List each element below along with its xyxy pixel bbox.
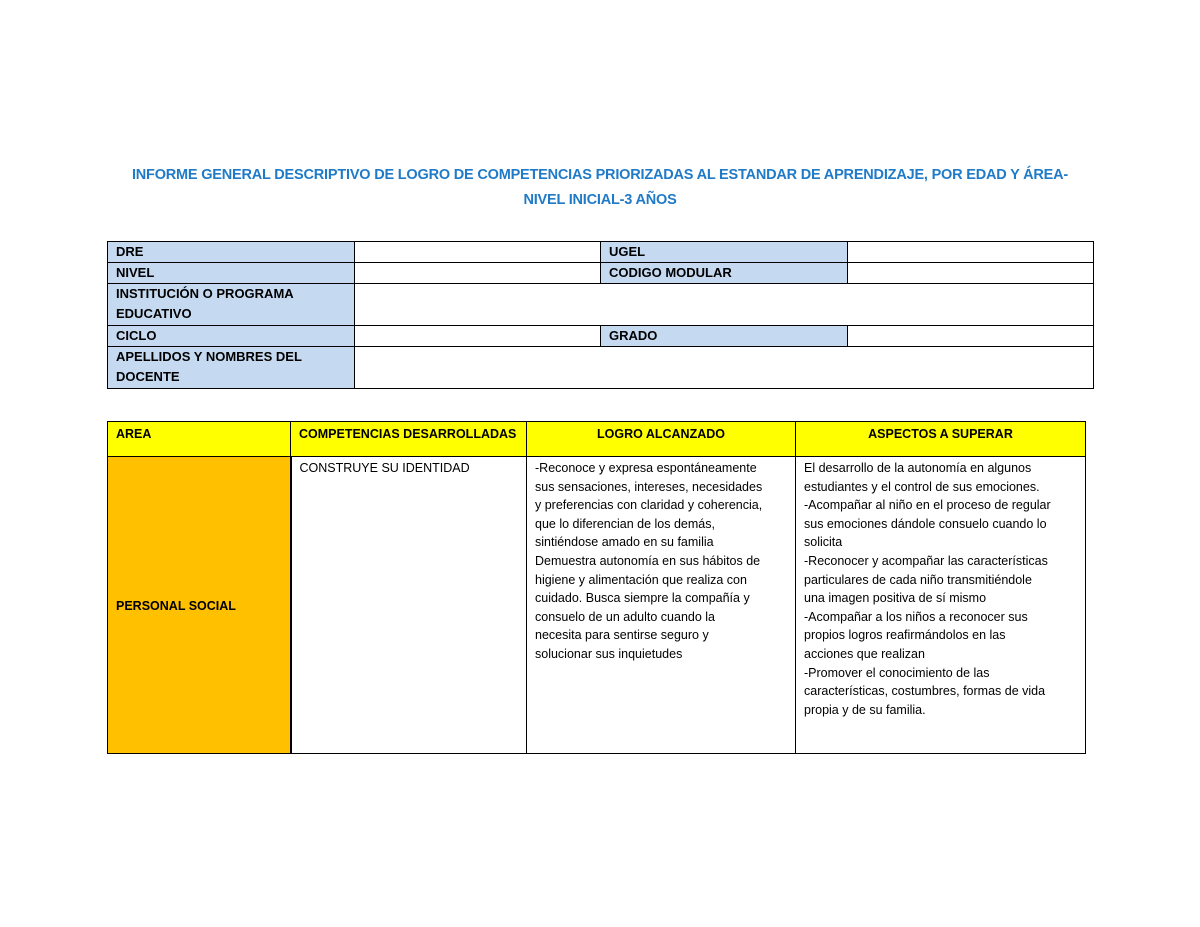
aspectos-line: solicita	[804, 535, 843, 550]
codigo-modular-label: CODIGO MODULAR	[601, 263, 848, 284]
logro-line: Demuestra autonomía en sus hábitos de	[535, 553, 761, 568]
aspectos-cell	[796, 457, 1086, 754]
ciclo-value[interactable]	[355, 326, 601, 347]
aspectos-line: propios logros reafirmándolos en las	[804, 628, 1006, 643]
logro-cell	[527, 457, 796, 754]
docente-label	[108, 347, 355, 389]
ugel-label: UGEL	[601, 242, 848, 263]
nivel-label: NIVEL	[108, 263, 355, 284]
grado-label: GRADO	[601, 326, 848, 347]
area-table-header	[108, 422, 1086, 457]
logro-line: sus sensaciones, intereses, necesidades	[535, 479, 763, 494]
area-table	[107, 421, 1086, 754]
header-logro: LOGRO ALCANZADO	[527, 422, 796, 457]
institucion-label-line2: EDUCATIVO	[116, 306, 192, 321]
info-row-institucion	[108, 284, 1094, 326]
logro-line: solucionar sus inquietudes	[535, 646, 683, 661]
aspectos-line: El desarrollo de la autonomía en algunos	[804, 461, 1032, 475]
aspectos-line: una imagen positiva de sí mismo	[804, 591, 987, 606]
dre-value[interactable]	[355, 242, 601, 263]
logro-line: y preferencias con claridad y coherencia,	[535, 498, 763, 513]
logro-line: higiene y alimentación que realiza con	[535, 572, 747, 587]
nivel-value[interactable]	[355, 263, 601, 284]
header-aspectos: ASPECTOS A SUPERAR	[796, 422, 1086, 457]
logro-line: que lo diferencian de los demás,	[535, 516, 715, 531]
aspectos-line: -Acompañar al niño en el proceso de regular	[804, 498, 1051, 513]
report-title-line2: NIVEL INICIAL-3 AÑOS	[523, 192, 677, 208]
ciclo-label: CICLO	[108, 326, 355, 347]
table-row	[108, 457, 1086, 754]
header-competencias: COMPETENCIAS DESARROLLADAS	[291, 422, 527, 457]
info-row-nivel	[108, 263, 1094, 284]
codigo-modular-value[interactable]	[848, 263, 1094, 284]
aspectos-line: sus emociones dándole consuelo cuando lo	[804, 516, 1047, 531]
aspectos-line: estudiantes y el control de sus emociones.	[804, 479, 1040, 494]
grado-value[interactable]	[848, 326, 1094, 347]
institucion-value[interactable]	[355, 284, 1094, 326]
info-row-ciclo	[108, 326, 1094, 347]
docente-value[interactable]	[355, 347, 1094, 389]
info-table	[107, 241, 1094, 389]
aspectos-line: -Acompañar a los niños a reconocer sus	[804, 609, 1028, 624]
docente-label-line1: APELLIDOS Y NOMBRES DEL	[116, 349, 302, 364]
aspectos-line: particulares de cada niño transmitiéndole	[804, 572, 1032, 587]
logro-line: consuelo de un adulto cuando la	[535, 609, 716, 624]
institucion-label	[108, 284, 355, 326]
aspectos-line: propia y de su familia.	[804, 702, 926, 717]
area-cell: PERSONAL SOCIAL	[108, 457, 291, 754]
logro-line: cuidado. Busca siempre la compañía y	[535, 591, 750, 606]
ugel-value[interactable]	[848, 242, 1094, 263]
dre-label: DRE	[108, 242, 355, 263]
aspectos-line: características, costumbres, formas de vida	[804, 684, 1046, 699]
report-title-line1: INFORME GENERAL DESCRIPTIVO DE LOGRO DE COMPETENCIAS PRIORIZADAS AL ESTANDAR DE APRENDIZAJE, POR EDAD Y ÁREA-	[131, 167, 1069, 183]
info-row-dre	[108, 242, 1094, 263]
logro-line: necesita para sentirse seguro y	[535, 628, 709, 643]
info-row-docente	[108, 347, 1094, 389]
aspectos-line: -Promover el conocimiento de las	[804, 665, 990, 680]
report-title	[100, 163, 1100, 213]
aspectos-line: -Reconocer y acompañar las características	[804, 553, 1048, 568]
institucion-label-line1: INSTITUCIÓN O PROGRAMA	[116, 286, 294, 301]
header-area: AREA	[108, 422, 291, 457]
docente-label-line2: DOCENTE	[116, 369, 180, 384]
aspectos-line: acciones que realizan	[804, 646, 925, 661]
logro-line: -Reconoce y expresa espontáneamente	[535, 461, 757, 475]
logro-line: sintiéndose amado en su familia	[535, 535, 714, 550]
competencia-cell: CONSTRUYE SU IDENTIDAD	[291, 457, 527, 754]
